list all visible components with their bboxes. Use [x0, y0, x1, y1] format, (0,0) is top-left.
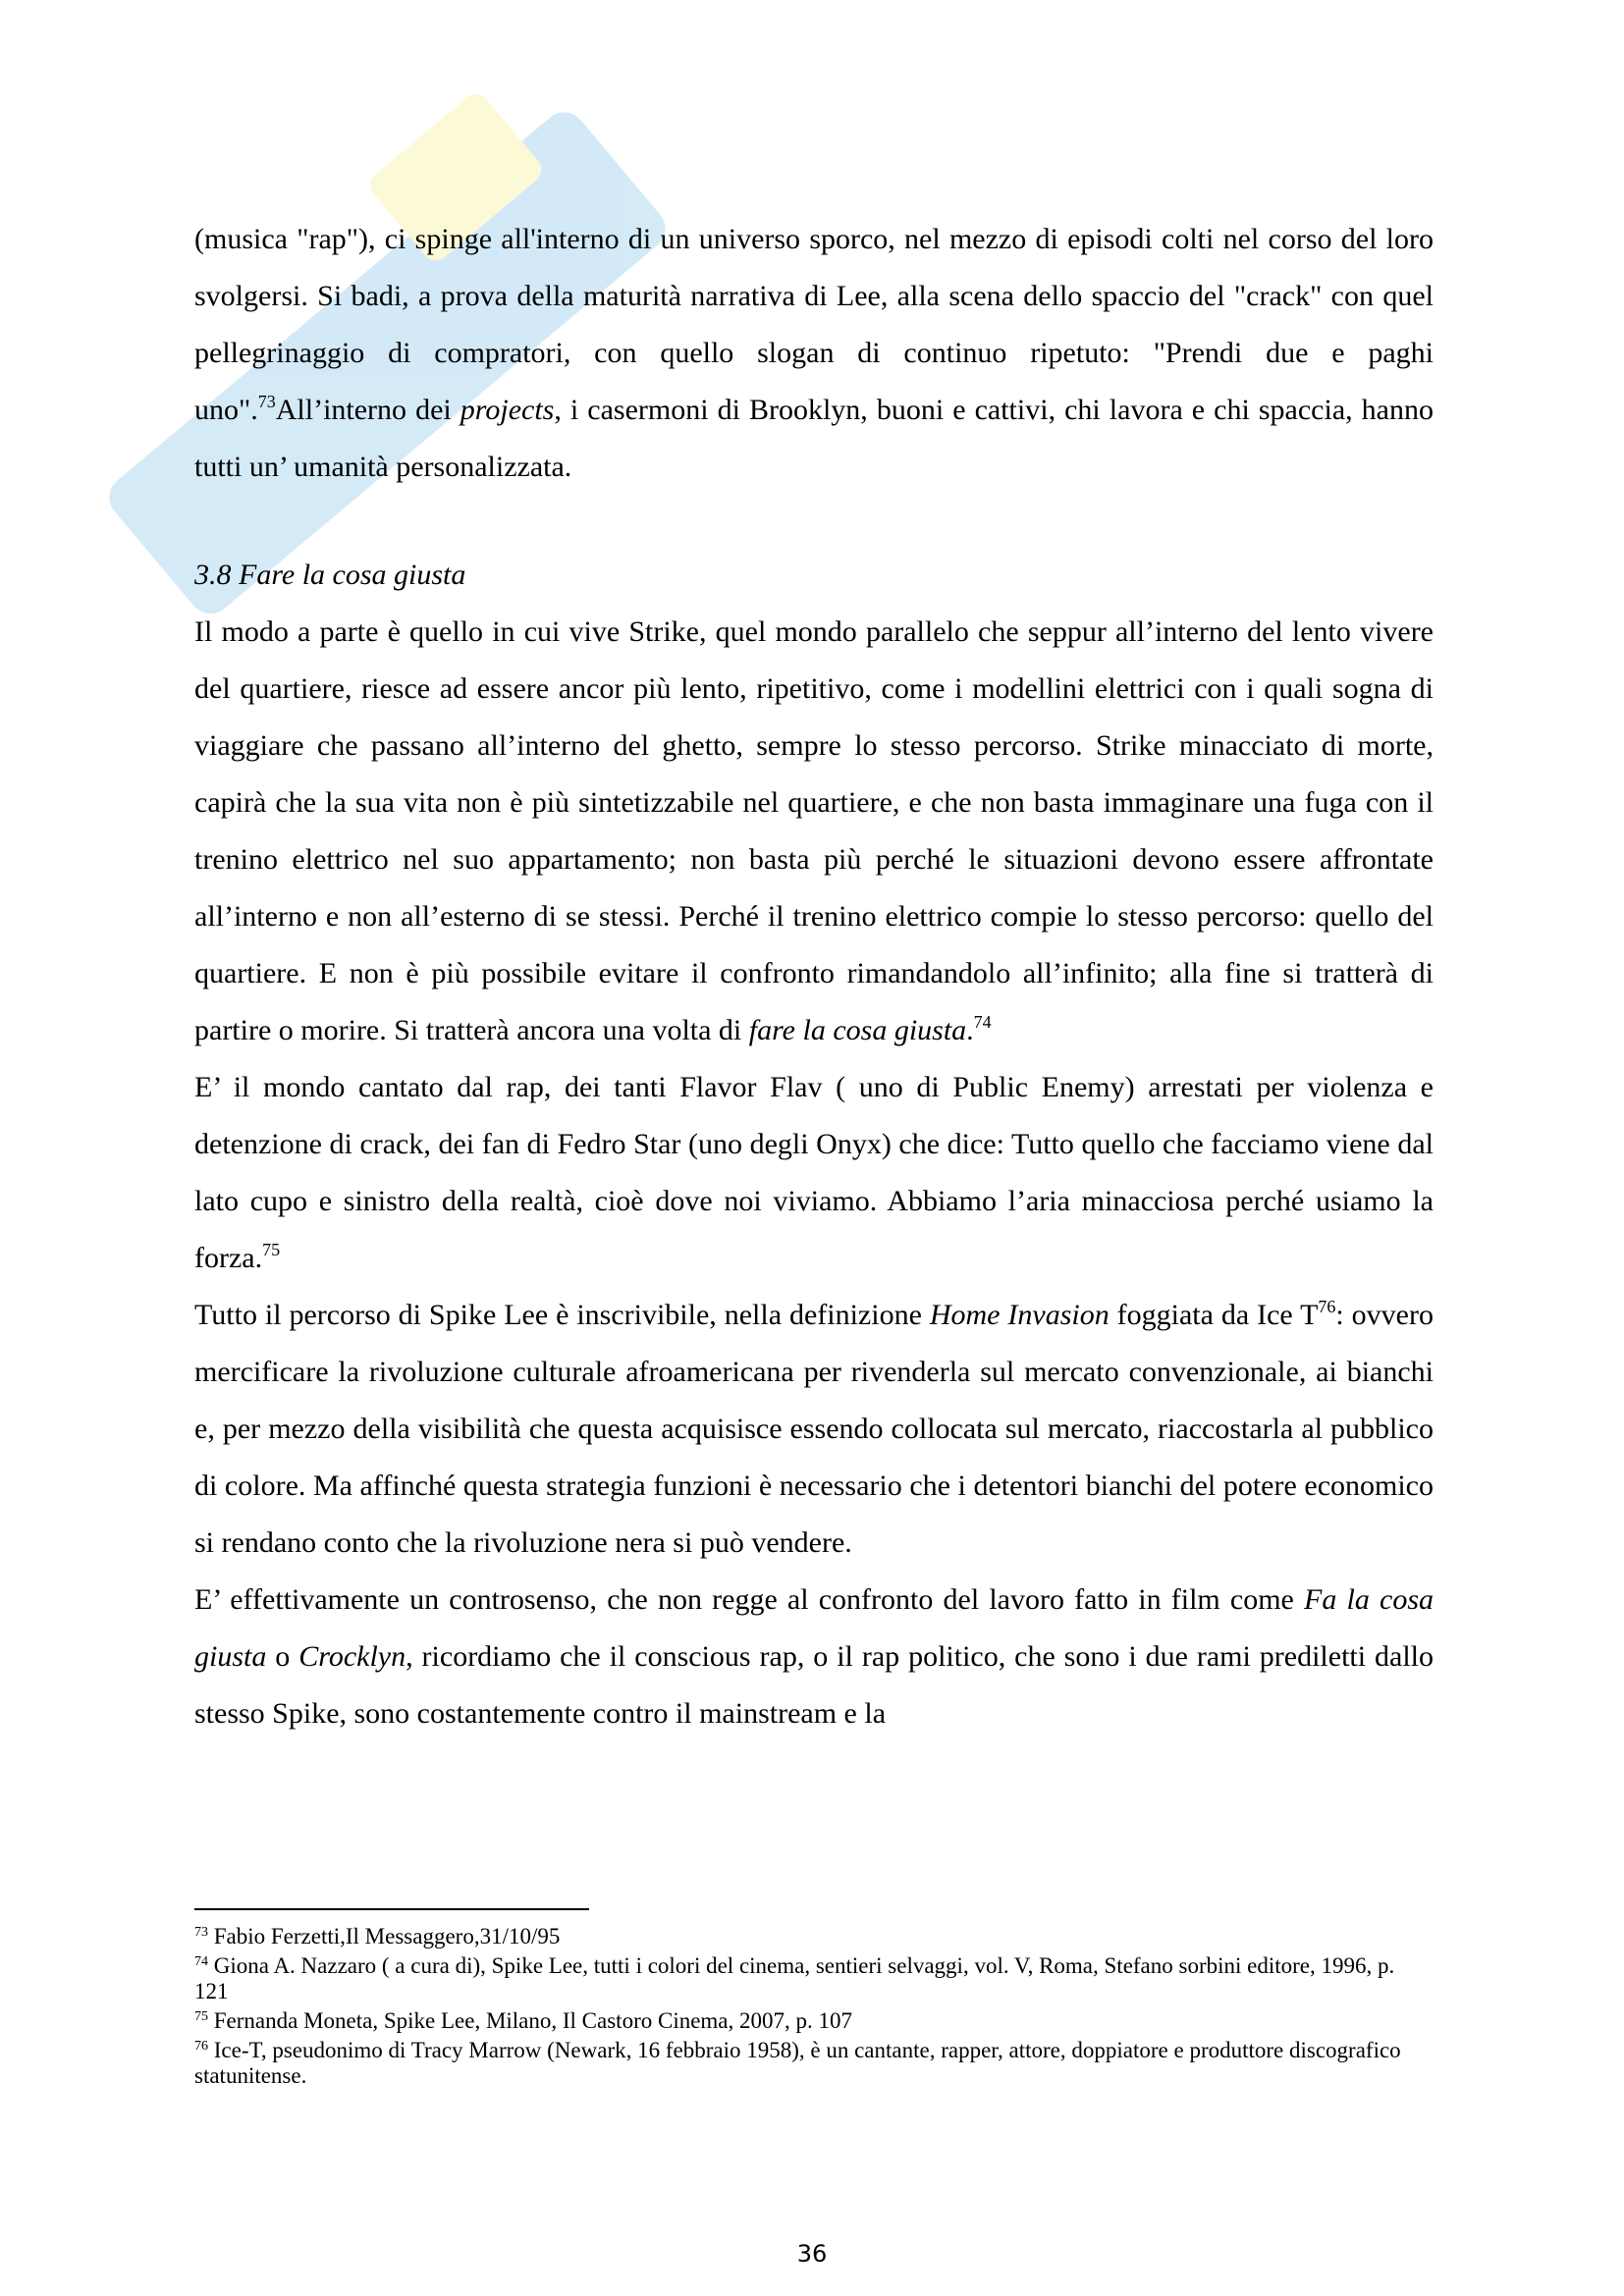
main-text — [194, 211, 1434, 1742]
footnotes — [194, 1924, 1434, 2093]
section-heading: 3.8 Fare la cosa giusta — [194, 559, 466, 591]
footnote-ref-73: 73 — [257, 392, 276, 411]
footnote-73: $^{73}$ Fabio Ferzetti,Il Messaggero,31/10/95 — [194, 1924, 561, 1949]
footnote-74: $^{74}$ Giona A. Nazzaro ( a cura di), Spike Lee, tutti i colori del cinema, sentieri selvaggi, vol. V, Roma, Stefano sorbini editore, 1996, p. 121 — [194, 1953, 1395, 2003]
paragraph-1: (musica "rap"), ci spinge all'interno di un universo sporco, nel mezzo di episodi colti nel corso del loro svolgersi. Si badi, a prova della maturità narrativa di Lee, alla scena dello spaccio del "crack" con quel pellegrinaggio di compratori, con quello slogan di continuo ripetuto: "Prendi due e paghi uno".$^{73}$All’interno dei projects, i casermoni di Brooklyn, buoni e cattivi, chi lavora e chi spaccia, hanno tutti un’ umanità personalizzata. — [194, 223, 1434, 483]
paragraph-4: Tutto il percorso di Spike Lee è inscrivibile, nella definizione Home Invasion foggiata da Ice $T^{76}$: ovvero mercificare la rivoluzione culturale afroamericana per rivenderla sul mercato convenzionale, ai bianchi e, per mezzo della visibilità che questa acquisisce essendo collocata sul mercato, riaccostarla al pubblico di colore. Ma affinché questa strategia funzioni è necessario che i detentori bianchi del potere economico si rendano conto che la rivoluzione nera si può vendere. — [194, 1297, 1434, 1559]
footnote-ref-76: 76 — [1318, 1297, 1336, 1316]
paragraph-5: E’ effettivamente un controsenso, che non regge al confronto del lavoro fatto in film come Fa la cosa giusta o Crocklyn, ricordiamo che il conscious rap, o il rap politico, che sono i due rami prediletti dallo stesso Spike, sono costantemente contro il mainstream e la — [194, 1583, 1435, 1730]
footnote-ref-75: 75 — [262, 1240, 281, 1259]
footnote-separator — [194, 1908, 589, 1910]
footnote-75: $^{75}$ Fernanda Moneta, Spike Lee, Milano, Il Castoro Cinema, 2007, p. 107 — [194, 2008, 853, 2033]
paragraph-2: Il modo a parte è quello in cui vive Strike, quel mondo parallelo che seppur all’interno del lento vivere del quartiere, riesce ad essere ancor più lento, ripetitivo, come i modellini elettrici con i quali sogna di viaggiare che passano all’interno del ghetto, sempre lo stesso percorso. Strike minacciato di morte, capirà che la sua vita non è più sintetizzabile nel quartiere, e che non basta immaginare una fuga con il trenino elettrico nel suo appartamento; non basta più perché le situazioni devono essere affrontate all’interno e non all’esterno di se stessi. Perché il trenino elettrico compie lo stesso percorso: quello del quartiere. E non è più possibile evitare il confronto rimandandolo all’infinito; alla fine si tratterà di partire o morire. Si tratterà ancora una volta di fare la cosa giusta.$^{74}$ — [194, 615, 1434, 1046]
footnote-76: $^{76}$ Ice-T, pseudonimo di Tracy Marrow (Newark, 16 febbraio 1958), è un cantante, rapper, attore, doppiatore e produttore discografico statunitense. — [194, 2038, 1401, 2088]
page-number: 36 — [796, 2240, 828, 2268]
paragraph-3: E’ il mondo cantato dal rap, dei tanti Flavor Flav ( uno di Public Enemy) arrestati per violenza e detenzione di crack, dei fan di Fedro Star (uno degli Onyx) che dice: Tutto quello che facciamo viene dal lato cupo e sinistro della realtà, cioè dove noi viviamo. Abbiamo l’aria minacciosa perché usiamo la forza.$^{75}$ — [194, 1071, 1434, 1274]
footnote-ref-74: 74 — [973, 1012, 992, 1032]
